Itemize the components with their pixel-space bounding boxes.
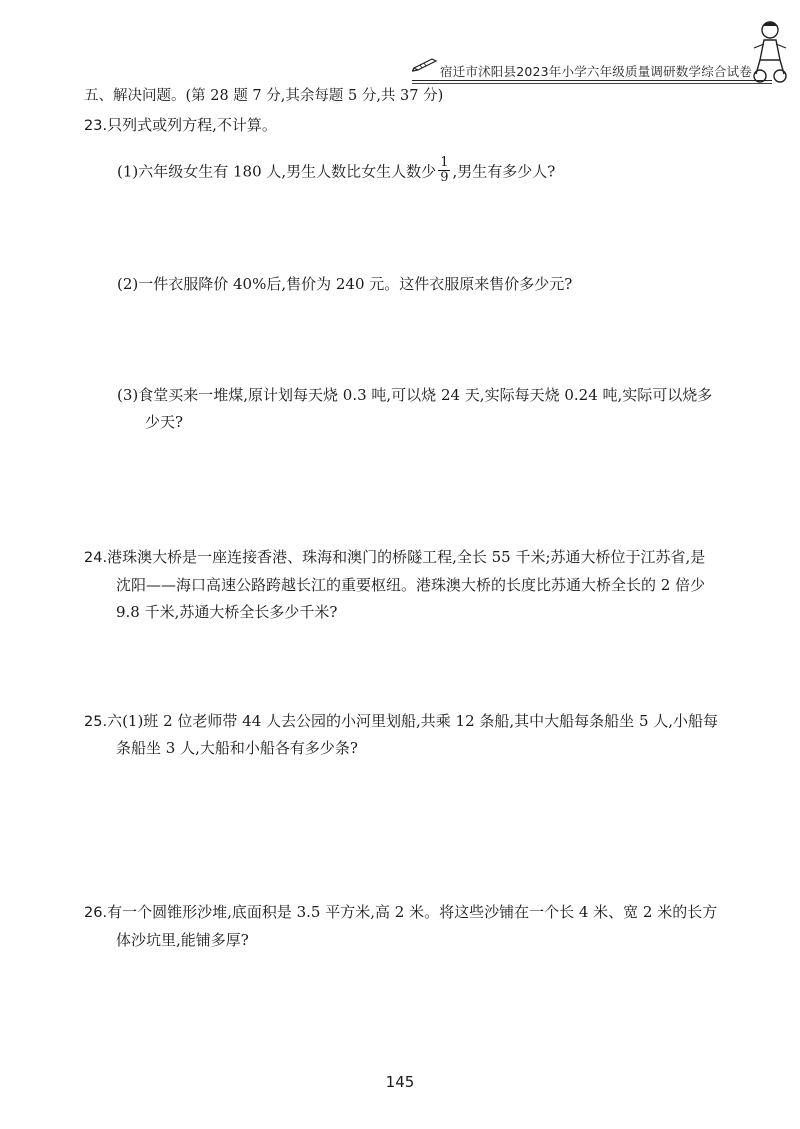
- fraction-numerator: 1: [440, 155, 449, 170]
- question-number: 26.: [84, 905, 108, 921]
- question-number: 25.: [84, 714, 108, 730]
- part-1-text-after: ,男生有多少人?: [452, 162, 556, 181]
- question-24-text: 港珠澳大桥是一座连接香港、珠海和澳门的桥隧工程,全长 55 千米;苏通大桥位于江苏省,是: [107, 548, 706, 566]
- fraction: [438, 156, 450, 185]
- question-25-line-2: 条船坐 3 人,大船和小船各有多少条?: [116, 739, 358, 757]
- question-23-part-3-line-2: 少天?: [145, 413, 184, 431]
- question-23-part-1: [117, 155, 556, 187]
- header-title: 宿迁市沭阳县2023年小学六年级质量调研数学综合试卷: [440, 64, 753, 79]
- question-26-line-2: 体沙坑里,能铺多厚?: [116, 931, 249, 949]
- pencil-icon: [412, 56, 438, 72]
- part-1-text-before: (1)六年级女生有 180 人,男生人数比女生人数少: [117, 162, 437, 181]
- question-23-part-3-line-1: (3)食堂买来一堆煤,原计划每天烧 0.3 吨,可以烧 24 天,实际每天烧 0.24 吨,实际可以烧多: [117, 386, 713, 404]
- header-rule: [412, 80, 772, 81]
- page-number: 145: [385, 1073, 415, 1091]
- question-26-line-1: [84, 902, 717, 923]
- question-24-line-1: [84, 547, 705, 568]
- question-23-instruction: [84, 115, 277, 136]
- instruction-text: 只列式或列方程,不计算。: [107, 116, 277, 134]
- mascot-icon: [750, 18, 790, 84]
- question-25-text: 六(1)班 2 位老师带 44 人去公园的小河里划船,共乘 12 条船,其中大船每条船坐 5 人,小船每: [107, 712, 719, 730]
- question-24-line-3: 9.8 千米,苏通大桥全长多少千米?: [116, 603, 338, 621]
- question-25-line-1: [84, 711, 718, 732]
- question-number: 24.: [84, 550, 108, 566]
- question-24-line-2: 沈阳——海口高速公路跨越长江的重要枢纽。港珠澳大桥的长度比苏通大桥全长的 2 倍少: [116, 576, 706, 594]
- fraction-denominator: 9: [440, 170, 449, 185]
- section-heading: 五、解决问题。(第 28 题 7 分,其余每题 5 分,共 37 分): [84, 88, 444, 104]
- question-26-text: 有一个圆锥形沙堆,底面积是 3.5 平方米,高 2 米。将这些沙铺在一个长 4 米、宽 2 米的长方: [107, 903, 718, 921]
- question-number: 23.: [84, 118, 108, 134]
- page-header: [412, 48, 772, 88]
- question-23-part-2: (2)一件衣服降价 40%后,售价为 240 元。这件衣服原来售价多少元?: [117, 275, 573, 293]
- header-rule-thin: [412, 83, 772, 84]
